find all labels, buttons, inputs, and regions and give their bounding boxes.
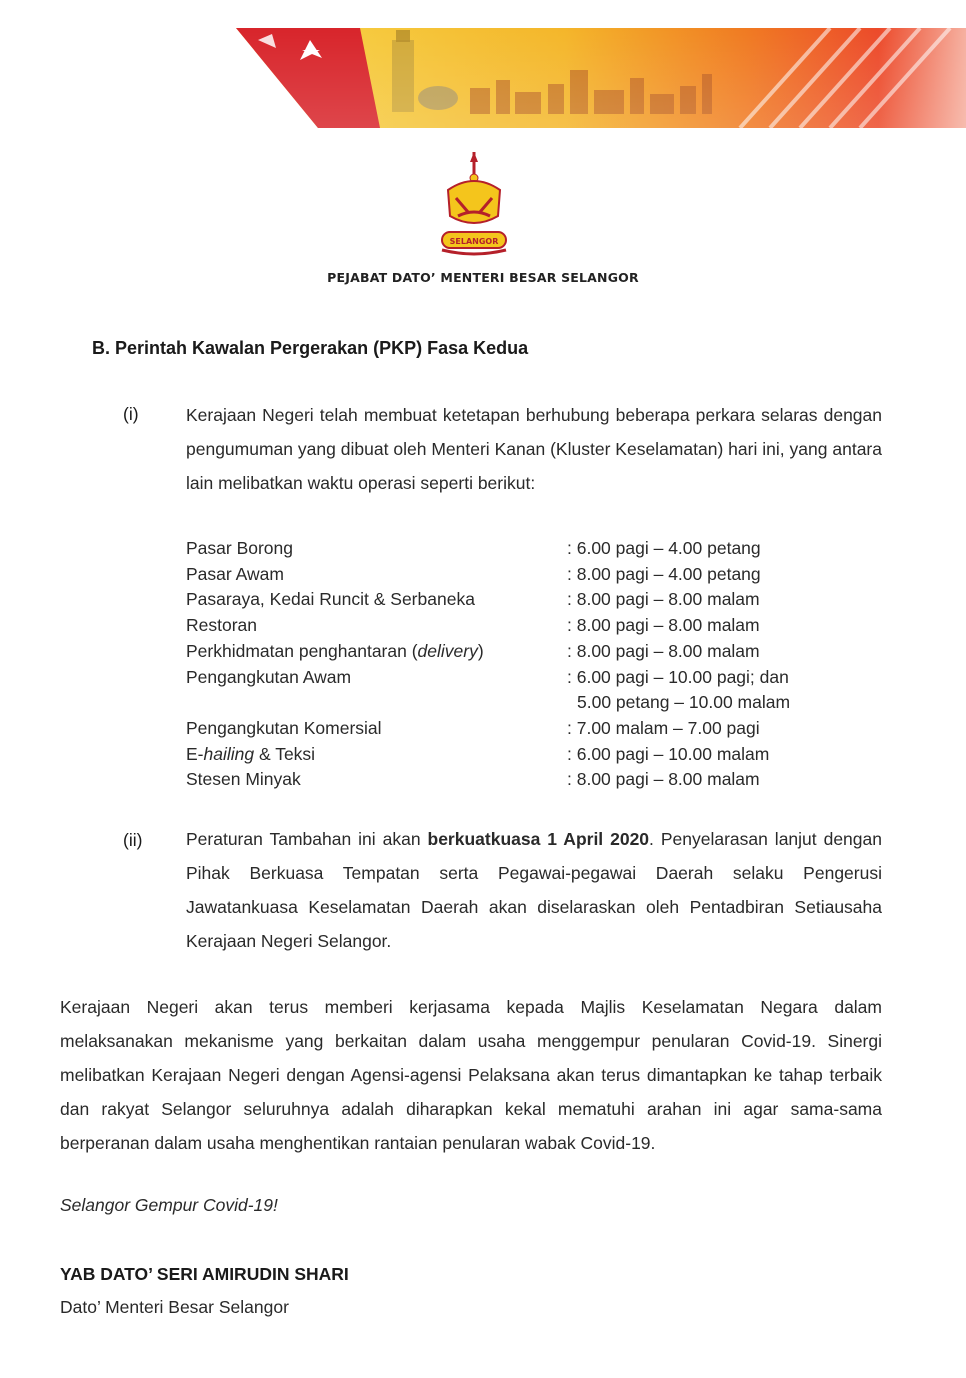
- schedule-time: : 8.00 pagi – 8.00 malam: [567, 769, 760, 790]
- schedule-time: : 8.00 pagi – 8.00 malam: [567, 615, 760, 636]
- closing-paragraph: Kerajaan Negeri akan terus memberi kerjasama kepada Majlis Keselamatan Negara dalam melaksanakan mekanisme yang berkaitan dalam usaha menggempur penularan Covid-19. Sinergi melibatkan Kerajaan Negeri dengan Agensi-agensi Pelaksana akan terus dimantapkan ke tahap terbaik dan rakyat Selangor seluruhnya adalah diharapkan kekal mematuhi arahan ini agar sama-sama berperanan dalam usaha menghentikan rantaian penularan wabak Covid-19.: [60, 997, 882, 1153]
- schedule-place: Pasar Awam: [186, 563, 284, 584]
- item-marker-ii: (ii): [123, 830, 143, 850]
- schedule-place: Pasaraya, Kedai Runcit & Serbaneka: [186, 589, 475, 610]
- schedule-place: Pengangkutan Komersial: [186, 717, 382, 738]
- schedule-place: [186, 742, 567, 768]
- schedule-place: Pengangkutan Awam: [186, 666, 352, 687]
- schedule-place: [186, 639, 567, 665]
- schedule-time: : 8.00 pagi – 4.00 petang: [567, 563, 761, 584]
- operating-hours-list: [186, 536, 866, 793]
- item-ii-text-part: . Penyelarasan lanjut dengan Pihak Berkuasa Tempatan serta Pegawai-pegawai Daerah selaku Pengerusi Jawatankuasa Keselamatan Daerah akan diselaraskan oleh Pentadbiran Setiausaha Kerajaan Negeri Selangor.: [186, 829, 882, 951]
- schedule-row: [186, 767, 866, 793]
- schedule-time: : 8.00 pagi – 8.00 malam: [567, 589, 760, 610]
- schedule-place-part: & Teksi: [254, 743, 316, 764]
- schedule-row: [186, 665, 866, 691]
- schedule-time: : 8.00 pagi – 8.00 malam: [567, 640, 760, 661]
- svg-text:SELANGOR: SELANGOR: [449, 237, 499, 246]
- schedule-place-italic: hailing: [203, 743, 255, 764]
- office-name: PEJABAT DATO’ MENTERI BESAR SELANGOR: [327, 270, 639, 285]
- item-marker-i: (i): [123, 404, 139, 424]
- schedule-place: Pasar Borong: [186, 538, 294, 558]
- signatory-name: YAB DATO’ SERI AMIRUDIN SHARI: [60, 1264, 349, 1284]
- signatory-title: Dato’ Menteri Besar Selangor: [60, 1297, 289, 1317]
- header-banner: [0, 0, 966, 140]
- schedule-row: [186, 639, 866, 665]
- schedule-row: [186, 562, 866, 588]
- schedule-time: : 6.00 pagi – 4.00 petang: [567, 538, 761, 558]
- schedule-row: [186, 716, 866, 742]
- schedule-row: [186, 587, 866, 613]
- effective-date-emphasis: berkuatkuasa 1 April 2020: [427, 829, 650, 849]
- schedule-time: : 7.00 malam – 7.00 pagi: [567, 717, 760, 738]
- section-heading: B. Perintah Kawalan Pergerakan (PKP) Fasa Kedua: [92, 338, 529, 358]
- item-i-text: Kerajaan Negeri telah membuat ketetapan berhubung beberapa perkara selaras dengan pengumuman yang dibuat oleh Menteri Kanan (Kluster Keselamatan) hari ini, yang antara lain melibatkan waktu operasi seperti berikut:: [186, 405, 882, 493]
- schedule-place: Stesen Minyak: [186, 769, 301, 790]
- schedule-place-part: Perkhidmatan penghantaran (: [186, 640, 418, 661]
- selangor-crest-icon: [428, 150, 520, 262]
- schedule-place: Restoran: [186, 615, 258, 636]
- schedule-place-part: E-: [186, 743, 204, 764]
- schedule-row: [186, 742, 866, 768]
- schedule-row: [186, 536, 866, 562]
- item-ii-text-part: Peraturan Tambahan ini akan: [186, 829, 428, 849]
- schedule-time: : 6.00 pagi – 10.00 pagi; dan: [567, 666, 789, 687]
- slogan: Selangor Gempur Covid-19!: [60, 1195, 278, 1215]
- item-ii-text: [186, 822, 882, 958]
- schedule-place-part: ): [477, 640, 484, 661]
- schedule-time: : 6.00 pagi – 10.00 malam: [567, 743, 770, 764]
- schedule-place-italic: delivery: [417, 640, 478, 661]
- schedule-row: [186, 613, 866, 639]
- schedule-time-continued: 5.00 petang – 10.00 malam: [577, 692, 791, 713]
